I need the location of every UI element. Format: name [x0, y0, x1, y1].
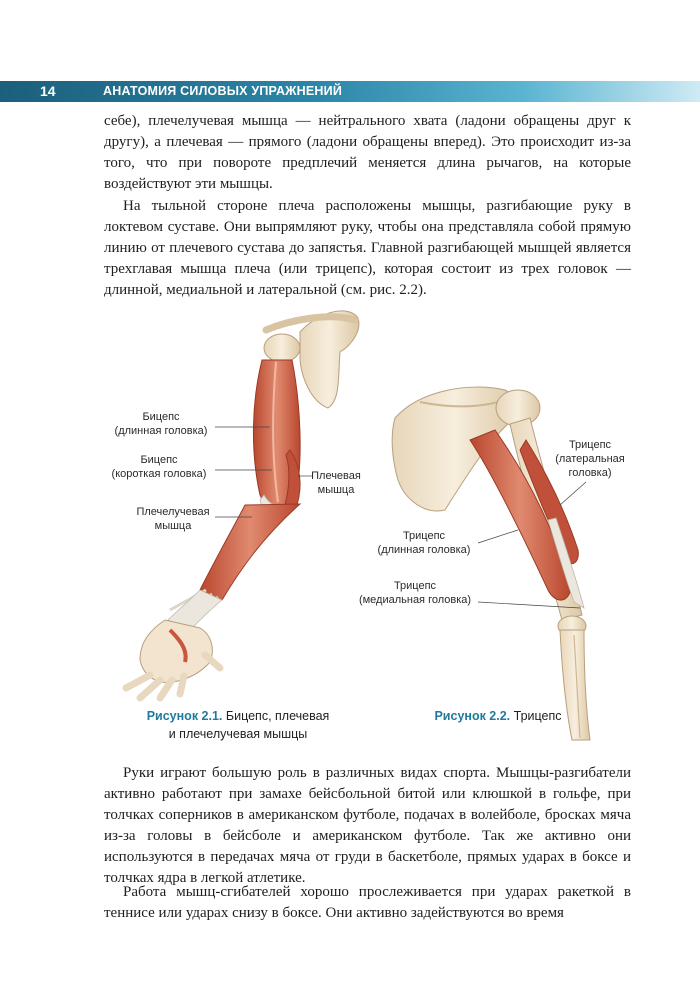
figure-1-caption-text-line1: Бицепс, плечевая	[225, 709, 330, 723]
figure-2-caption-text: Трицепс	[513, 709, 562, 723]
label-triceps-lateral-head: Трицепс (латеральная головка)	[555, 439, 625, 479]
label-brachialis: Плечевая мышца	[311, 470, 361, 496]
paragraph-4: Работа мышц-сгибателей хорошо прослеживается при ударах ракеткой в теннисе или ударах снизу в боксе. Они активно задействуются во время	[104, 884, 631, 921]
figure-2-caption	[428, 707, 568, 725]
anatomy-illustrations	[0, 290, 700, 750]
scapula-shape	[300, 311, 359, 408]
figure-1-caption-label: Рисунок 2.1.	[146, 709, 223, 723]
running-title: АНАТОМИЯ СИЛОВЫХ УПРАЖНЕНИЙ	[103, 84, 343, 98]
paragraph-1: себе), плечелучевая мышца — нейтрального хвата (ладони обращены друг к другу), а плечевая — прямого (ладони обращены вперед). Это происходит из-за того, что при повороте предплечий меняется длина рычагов, на которые воздействуют эти мышцы.	[104, 113, 631, 192]
label-biceps-long-head: Бицепс (длинная головка)	[114, 411, 208, 437]
figure-2-caption-label: Рисунок 2.2.	[434, 709, 511, 723]
label-triceps-medial-head: Трицепс (медиальная головка)	[358, 580, 472, 606]
label-triceps-long-head: Трицепс (длинная головка)	[377, 530, 471, 556]
paragraph-2: На тыльной стороне плеча расположены мышцы, разгибающие руку в локтевом суставе. Они выпрямляют руку, чтобы она представляла собой прямую линию от плечевого сустава до запястья. Главной разгибающей мышцей является трехглавая мышца плеча (или трицепс), которая состоит из трех головок — длинной, медиальной и латеральной (см. рис. 2.2).	[104, 198, 631, 298]
page-number: 14	[40, 83, 56, 99]
figure-1-caption-text-line2: и плечелучевая мышцы	[168, 727, 308, 741]
label-brachioradialis: Плечелучевая мышца	[136, 506, 210, 532]
paragraph-3: Руки играют большую роль в различных видах спорта. Мышцы-разгибатели активно работают при замахе бейсбольной битой или клюшкой в гольфе, при толчках соперников в американском футболе, подачах в волейболе, бросках мяча из-за головы в бейсболе и американском футболе. Так же активно они используются в передачах мяча от груди в баскетболе, прямых ударах в боксе и толчках ядра в легкой атлетике.	[104, 765, 631, 886]
label-biceps-short-head: Бицепс (короткая головка)	[111, 454, 207, 480]
header-bar	[0, 81, 700, 102]
figure-1-caption	[140, 707, 336, 743]
